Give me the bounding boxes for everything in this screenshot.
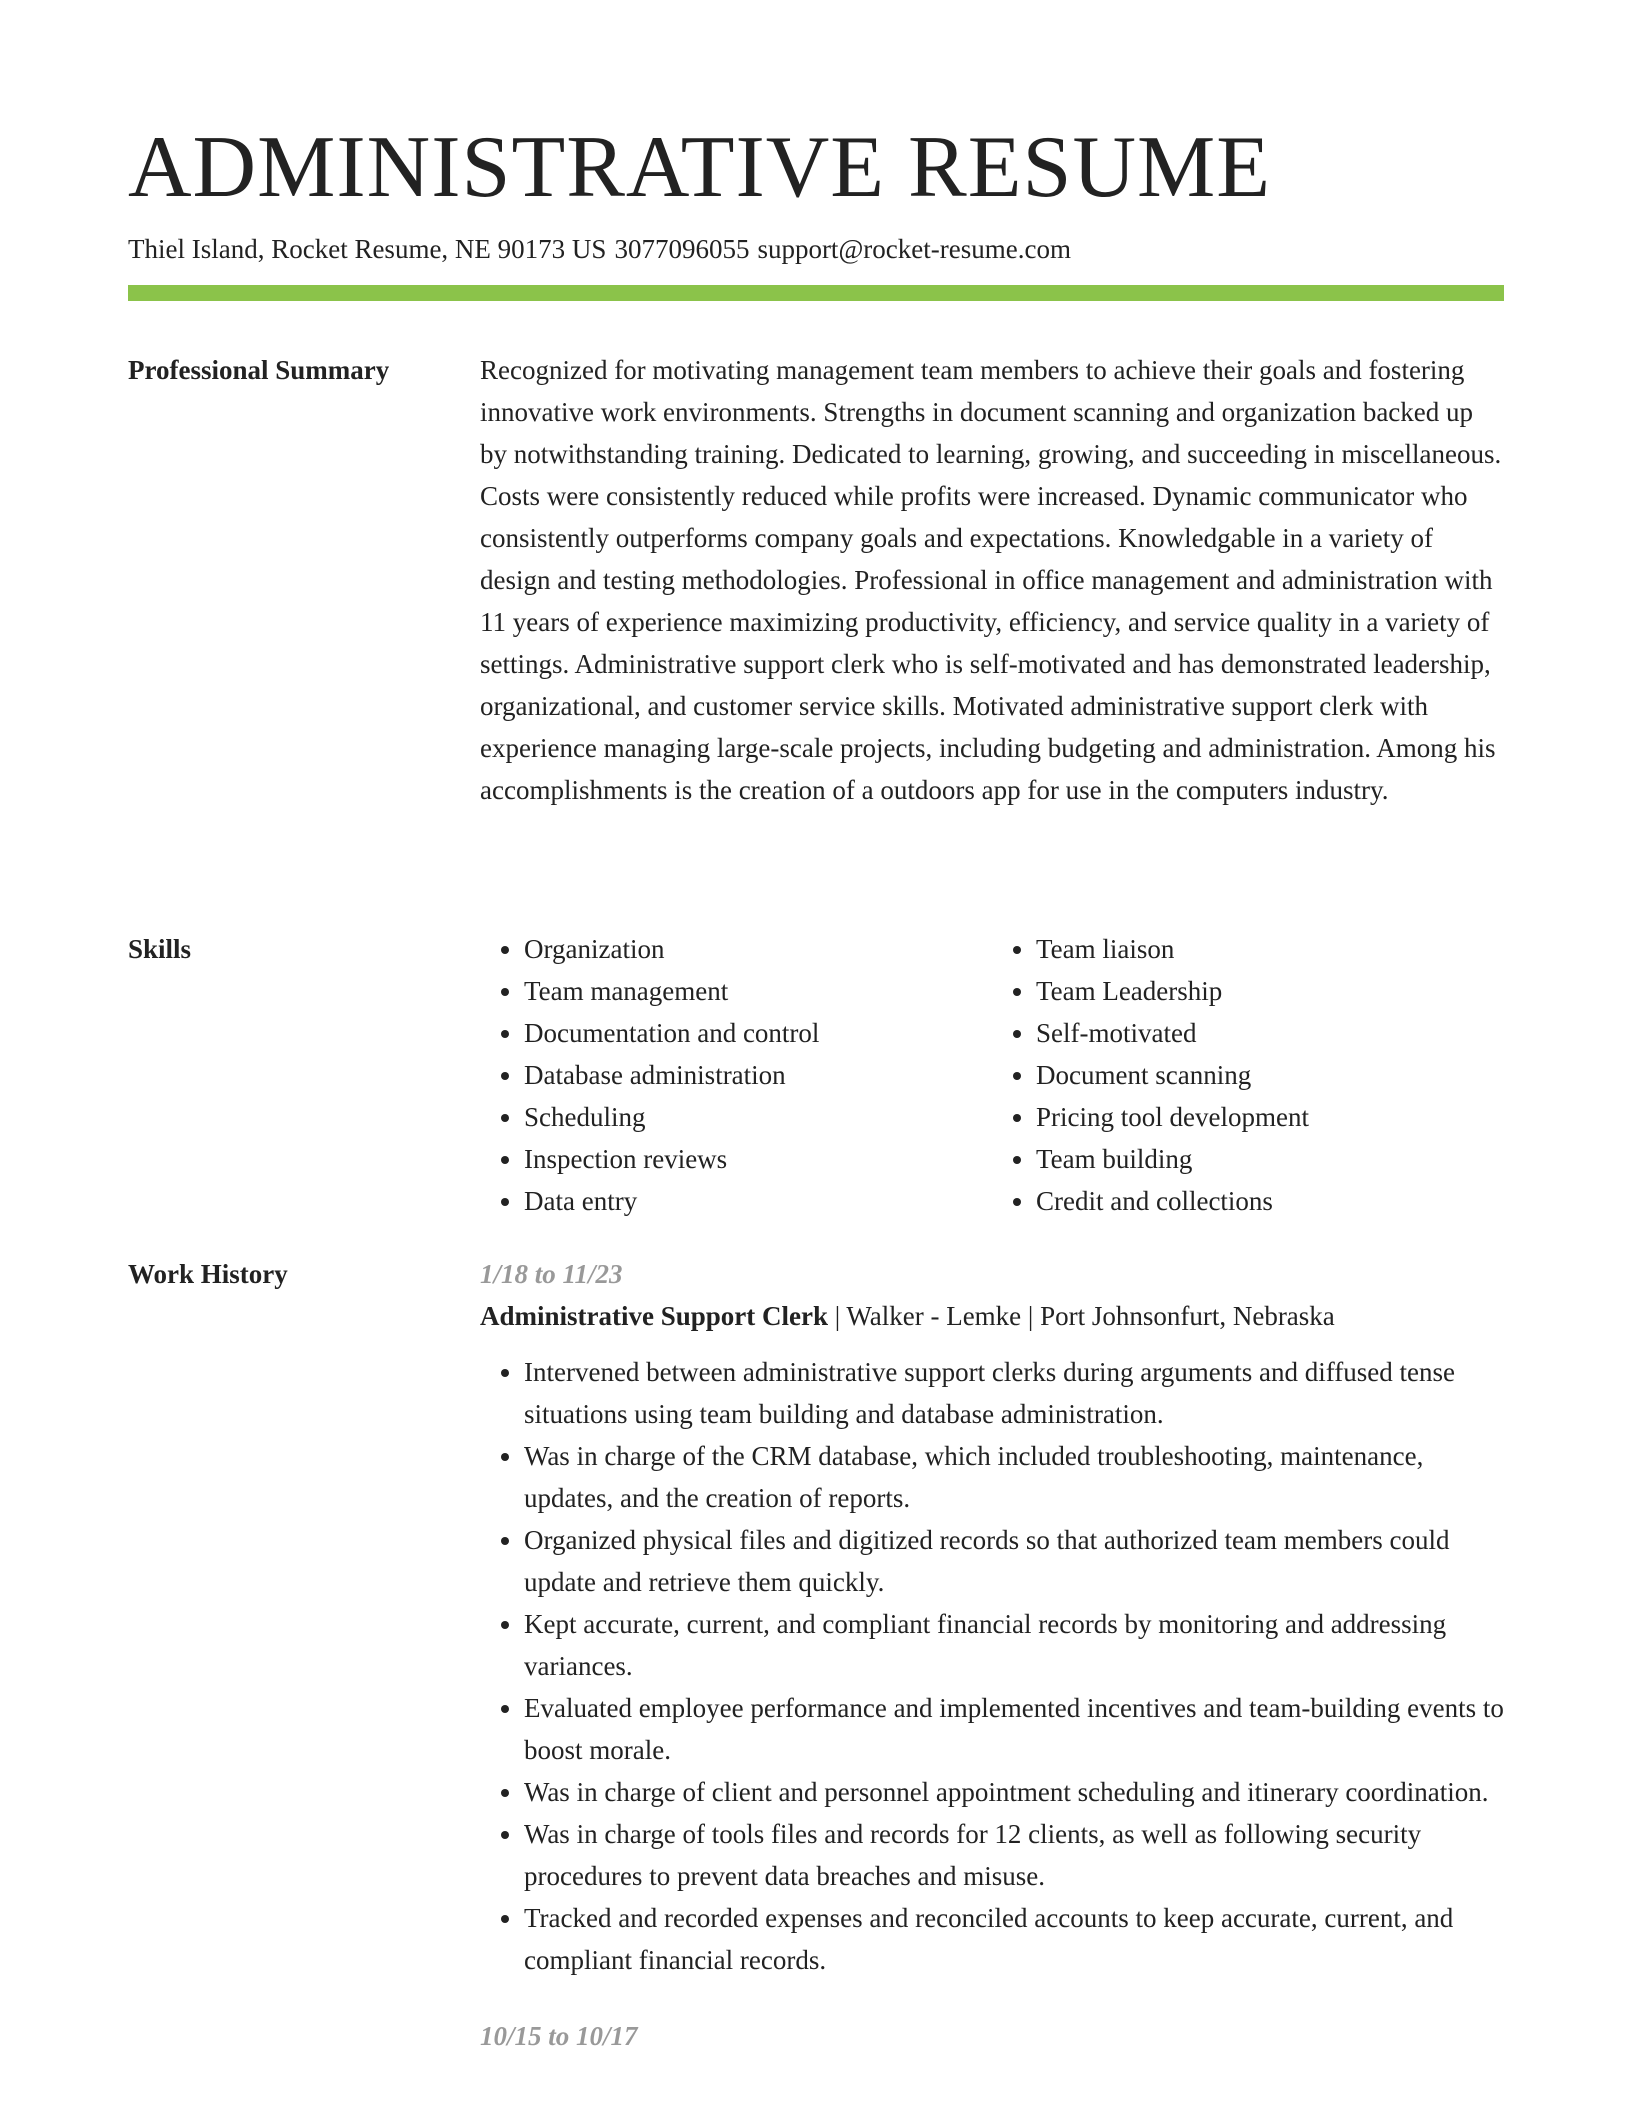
skill-item: • Self-motivated: [1036, 1012, 1504, 1054]
skill-item: • Team liaison: [1036, 928, 1504, 970]
contact-address: Thiel Island, Rocket Resume, NE 90173 US: [128, 234, 607, 264]
summary-text: Recognized for motivating management team members to achieve their goals and fostering innovative work environments. Strengths in document scanning and organization backed up by notwithstanding training. Dedicated to learning, growing, and succeeding in miscellaneous. Costs were consistently reduced while profits were increased. Dynamic communicator who consistently outperforms company goals and expectations. Knowledgable in a variety of design and testing methodologies. Professional in office management and administration with 11 years of experience maximizing productivity, efficiency, and service quality in a variety of settings. Administrative support clerk who is self-motivated and has demonstrated leadership, organizational, and customer service skills. Motivated administrative support clerk with experience managing large-scale projects, including budgeting and administration. Among his accomplishments is the creation of a outdoors app for use in the computers industry.: [480, 355, 1502, 805]
job-dates: 1/18 to 11/23: [480, 1259, 623, 1289]
job-bullet: • Was in charge of client and personnel appointment scheduling and itinerary coordination.: [524, 1771, 1504, 1813]
skill-item: • Team building: [1036, 1138, 1504, 1180]
skill-item: • Database administration: [524, 1054, 992, 1096]
job-title: Administrative Support Clerk: [480, 1301, 829, 1331]
skill-item: • Inspection reviews: [524, 1138, 992, 1180]
skill-item: • Team management: [524, 970, 992, 1012]
work-history-body: [480, 1253, 1504, 2057]
job-bullet: • Organized physical files and digitized records so that authorized team members could update and retrieve them quickly.: [524, 1519, 1504, 1603]
summary-heading: Professional Summary: [128, 355, 390, 385]
skill-item: • Pricing tool development: [1036, 1096, 1504, 1138]
job-entry: [480, 1253, 1504, 1981]
job-bullet: • Intervened between administrative support clerks during arguments and diffused tense situations using team building and database administration.: [524, 1351, 1504, 1435]
skill-item: • Data entry: [524, 1180, 992, 1222]
job-bullet-list: [480, 1351, 1504, 1981]
contact-phone: 3077096055: [614, 234, 750, 264]
job-bullet: • Evaluated employee performance and implemented incentives and team-building events to boost morale.: [524, 1687, 1504, 1771]
header-divider: [128, 285, 1504, 301]
job-bullet: • Kept accurate, current, and compliant financial records by monitoring and addressing variances.: [524, 1603, 1504, 1687]
skills-body: [480, 928, 1504, 1222]
skills-list-left: [480, 928, 992, 1222]
job-bullet: • Was in charge of tools files and records for 12 clients, as well as following security procedures to prevent data breaches and misuse.: [524, 1813, 1504, 1897]
skill-item: • Documentation and control: [524, 1012, 992, 1054]
job-header: [480, 1295, 1504, 1337]
skill-item: • Organization: [524, 928, 992, 970]
work-history-heading: Work History: [128, 1259, 288, 1289]
job-entry: [480, 2015, 1504, 2057]
job-bullet: • Tracked and recorded expenses and reconciled accounts to keep accurate, current, and compliant financial records.: [524, 1897, 1504, 1981]
skill-item: • Team Leadership: [1036, 970, 1504, 1012]
contact-line: [128, 231, 1071, 267]
job-bullet: • Was in charge of the CRM database, which included troubleshooting, maintenance, updates, and the creation of reports.: [524, 1435, 1504, 1519]
skill-item: • Document scanning: [1036, 1054, 1504, 1096]
resume-title: ADMINISTRATIVE RESUME: [128, 119, 1271, 216]
job-dates: 10/15 to 10/17: [480, 2021, 638, 2051]
skills-list-right: [992, 928, 1504, 1222]
job-details: | Walker - Lemke | Port Johnsonfurt, Nebraska: [828, 1301, 1335, 1331]
skills-heading: Skills: [128, 934, 192, 964]
summary-body: [480, 349, 1504, 811]
skill-item: • Scheduling: [524, 1096, 992, 1138]
skill-item: • Credit and collections: [1036, 1180, 1504, 1222]
contact-email: support@rocket-resume.com: [757, 234, 1071, 264]
